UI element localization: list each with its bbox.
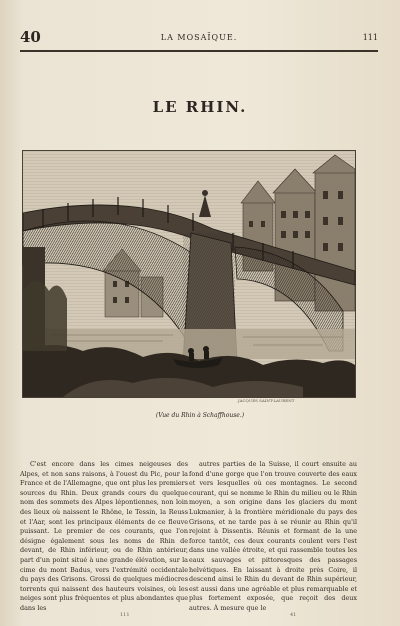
journal-title: LA MOSAÏQUE. <box>160 33 238 42</box>
engraver-credit: JACQUES SAINT-LAURENT <box>238 398 295 403</box>
article-title: LE RHIN. <box>152 98 248 116</box>
body-text-right: autres parties de la Suisse, il court ensuite au fond d'une gorge que l'on trouve couverte des eaux et vers lesquelles où ces montagnes. Le second courant, qui se nomme le Rhin du milieu ou le Rhin moyen, a son origine dans les glaciers du mont Lukmanier, à la frontière méridionale du pays des Grisons, et ne tarde pas à se réunir au Rhin qu'il rejoint à Dissentis. Réunis et formant de la une force tantôt, ces deux courants coulent vers l'est dans une vallée étroite, et qui rassemble toutes les eaux sauvages et pittoresques des passages helvétiques. En laissant à droite près Coire, il descend ainsi le Rhin du devant de Rhin supérieur, est aussi dans une agréable et plus remarquable et plus fortement exposée, que reçoit des deux autres. À mesure que le <box>189 460 357 612</box>
footer-signature-left: 111 <box>120 612 130 618</box>
text-column-right <box>189 460 357 612</box>
footer-signature-right: 41 <box>290 612 297 618</box>
issue-number: 111 <box>362 33 378 42</box>
page-number: 40 <box>20 28 41 46</box>
bridge-engraving <box>22 150 356 398</box>
body-text-left: C'est encore dans les cimes neigeuses des Alpes, et non sans raisons, à l'ouest du Pic, pour la France et de l'Allemagne, que ont plus les premiers sources du Rhin. Deux grands cours du quelque nom des sommets des Alpes lépontiennes, non loin des lieux où naissent le Rhône, le Tessin, la Reuss et l'Aar, sont les principaux éléments de ce fleuve puissant. Le premier de ces courants, que l'on désigne également sous les noms de Rhin de devant, de Rhin inférieur, ou de Rhin antérieur, part d'un point situé à une grande élévation, sur la cime du mont Badus, vers l'extrémité occidentale du pays des Grisons. Grossi de quelques médiocres torrents qui naissent des hauteurs voisines, où les neiges sont plus fréquentes et plus abondantes que dans les <box>20 460 188 612</box>
illustration-caption: (Vue du Rhin à Schaffhouse.) <box>155 412 245 419</box>
page-header <box>20 30 378 52</box>
text-column-left <box>20 460 188 612</box>
